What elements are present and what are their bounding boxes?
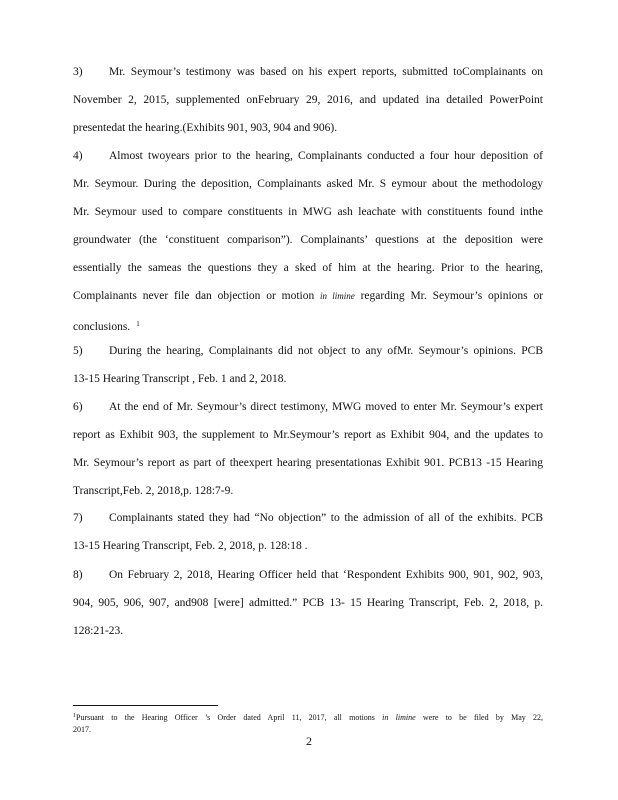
paragraph-text: regarding Mr. Seymour’s opinions or — [360, 290, 543, 302]
paragraph-number: 4) — [73, 150, 83, 162]
paragraph-number: 3) — [73, 66, 83, 78]
paragraph-line: 904, 905, 906, 907, and908 [were] admitted.” PCB 13- 15 Hearing Transcript, Feb. 2, 2018, p. — [73, 597, 543, 609]
paragraph-text: At the end of Mr. Seymour’s direct testimony, MWG moved to enter Mr. Seymour’s expert — [109, 401, 543, 413]
footnote-marker: 1 — [73, 713, 76, 719]
paragraph-text: Mr. Seymour’s testimony was based on his expert reports, submitted toComplainants on — [109, 66, 543, 78]
paragraph-line — [73, 337, 543, 365]
paragraph-line: report as Exhibit 903, the supplement to Mr.Seymour’s report as Exhibit 904, and the updates to — [73, 429, 543, 441]
paragraph-line: Mr. Seymour. During the deposition, Complainants asked Mr. S eymour about the methodology — [73, 178, 543, 190]
paragraph-line — [73, 282, 543, 310]
footnote-divider — [73, 705, 218, 706]
paragraph-number: 6) — [73, 401, 83, 413]
footnote — [73, 710, 543, 736]
paragraph-line: Transcript,Feb. 2, 2018,p. 128:7-9. — [73, 485, 234, 497]
footnote-line: 2017. — [73, 725, 91, 734]
paragraph-text: conclusions. — [73, 321, 131, 333]
paragraph-line: presentedat the hearing.(Exhibits 901, 903, 904 and 906). — [73, 122, 338, 134]
paragraph-line — [73, 310, 543, 338]
footnote-reference[interactable]: 1 — [136, 320, 140, 328]
paragraph-line: November 2, 2015, supplemented onFebruary 29, 2016, and updated ina detailed PowerPoint — [73, 94, 543, 106]
page-number: 2 — [306, 734, 312, 748]
paragraph-number: 5) — [73, 345, 83, 357]
paragraph-line — [73, 504, 543, 532]
paragraph-text: Complainants never file dan objection or motion — [73, 290, 315, 302]
paragraph-line: 13-15 Hearing Transcript , Feb. 1 and 2, 2018. — [73, 373, 287, 385]
paragraph-line: groundwater (the ‘constituent comparison”). Complainants’ questions at the deposition were — [73, 234, 543, 246]
paragraph-line — [73, 58, 543, 86]
paragraph-line: 128:21-23. — [73, 625, 124, 637]
paragraph-text: Complainants stated they had “No objection” to the admission of all of the exhibits. PCB — [109, 512, 543, 524]
paragraph-line — [73, 393, 543, 421]
paragraph-number: 8) — [73, 569, 83, 581]
paragraph-line: 13-15 Hearing Transcript, Feb. 2, 2018, p. 128:18 . — [73, 540, 308, 552]
paragraph-text: Almost twoyears prior to the hearing, Complainants conducted a four hour deposition of — [109, 150, 543, 162]
paragraph-7 — [73, 504, 543, 560]
paragraph-line: Mr. Seymour used to compare constituents in MWG ash leachate with constituents found inthe — [73, 206, 543, 218]
paragraph-8 — [73, 561, 543, 645]
footnote-text: Pursuant to the Hearing Officer ’s Order dated April 11, 2017, all motions — [76, 713, 375, 722]
paragraph-line — [73, 142, 543, 170]
italic-phrase: in limine — [382, 713, 416, 722]
paragraph-text: During the hearing, Complainants did not object to any ofMr. Seymour’s opinions. PCB — [109, 345, 543, 357]
paragraph-4 — [73, 142, 543, 338]
italic-phrase: in limine — [320, 291, 355, 301]
paragraph-5 — [73, 337, 543, 393]
paragraph-text: On February 2, 2018, Hearing Officer held that ‘Respondent Exhibits 900, 901, 902, 903, — [109, 569, 543, 581]
paragraph-line — [73, 561, 543, 589]
paragraph-number: 7) — [73, 512, 83, 524]
paragraph-line: Mr. Seymour’s report as part of theexpert hearing presentationas Exhibit 901. PCB13 -15 Hearing — [73, 457, 543, 469]
footnote-text: were to be filed by May 22, — [422, 713, 544, 722]
paragraph-3 — [73, 58, 543, 142]
paragraph-line: essentially the sameas the questions they a sked of him at the hearing. Prior to the hearing, — [73, 262, 543, 274]
paragraph-6 — [73, 393, 543, 505]
footnote-line — [73, 710, 543, 723]
